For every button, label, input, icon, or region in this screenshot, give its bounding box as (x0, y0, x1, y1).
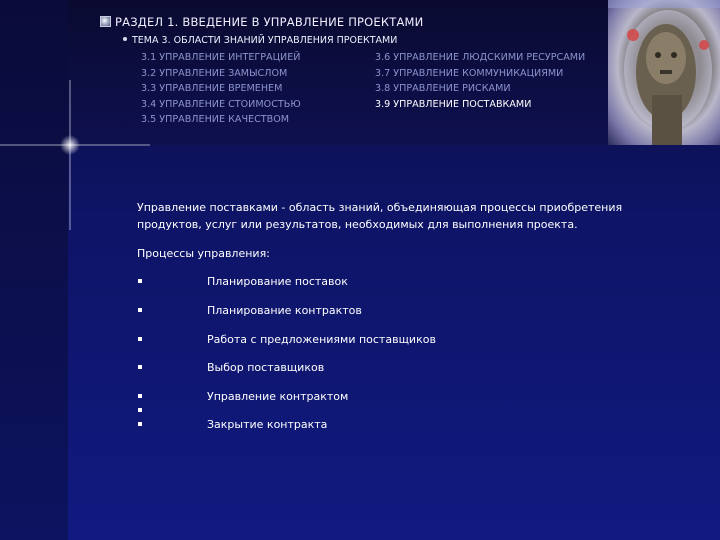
sparkle-star-icon (0, 80, 150, 230)
process-label: Управление контрактом (207, 390, 349, 403)
process-label: Работа с предложениями поставщиков (207, 333, 436, 346)
toc-item[interactable]: 3.3 УПРАВЛЕНИЕ ВРЕМЕНЕМ (141, 83, 283, 94)
square-bullet-icon (138, 422, 142, 426)
toc-left-column (141, 50, 301, 128)
toc-item[interactable]: 3.6 УПРАВЛЕНИЕ ЛЮДСКИМИ РЕСУРСАМИ (375, 52, 586, 63)
square-bullet-icon (138, 308, 142, 312)
statue-illustration (608, 0, 720, 145)
square-bullet-icon (138, 365, 142, 369)
header-photo (608, 0, 720, 145)
toc-item[interactable]: 3.1 УПРАВЛЕНИЕ ИНТЕГРАЦИЕЙ (141, 52, 301, 63)
toc-item[interactable]: 3.2 УПРАВЛЕНИЕ ЗАМЫСЛОМ (141, 67, 288, 79)
dot-bullet-icon (123, 37, 127, 41)
toc-right-column (375, 50, 585, 112)
process-label: Планирование поставок (207, 275, 348, 288)
toc-item[interactable]: 3.5 УПРАВЛЕНИЕ КАЧЕСТВОМ (141, 114, 290, 125)
square-bullet-icon (138, 394, 142, 398)
processes-label: Процессы управления: (137, 247, 270, 260)
process-label: Выбор поставщиков (207, 361, 325, 374)
toc-item-active[interactable]: 3.9 УПРАВЛЕНИЕ ПОСТАВКАМИ (375, 98, 532, 110)
section-title: РАЗДЕЛ 1. ВВЕДЕНИЕ В УПРАВЛЕНИЕ ПРОЕКТАМИ (100, 15, 423, 29)
square-bullet-icon (138, 408, 142, 412)
square-bullet-icon (100, 16, 111, 27)
process-label: Планирование контрактов (207, 304, 362, 317)
square-bullet-icon (138, 279, 142, 283)
toc-item[interactable]: 3.7 УПРАВЛЕНИЕ КОММУНИКАЦИЯМИ (375, 67, 564, 79)
square-bullet-icon (138, 337, 142, 341)
definition-text: Управление поставками - область знаний, объединяющая процессы приобретения продуктов, услуг или результатов, необходимых для выполнения проекта. (137, 201, 623, 231)
toc-item[interactable]: 3.4 УПРАВЛЕНИЕ СТОИМОСТЬЮ (141, 98, 301, 110)
main-content (137, 199, 677, 431)
process-label: Закрытие контракта (207, 418, 328, 431)
topic-title: ТЕМА 3. ОБЛАСТИ ЗНАНИЙ УПРАВЛЕНИЯ ПРОЕКТАМИ (123, 35, 397, 46)
toc-item[interactable]: 3.8 УПРАВЛЕНИЕ РИСКАМИ (375, 83, 511, 94)
